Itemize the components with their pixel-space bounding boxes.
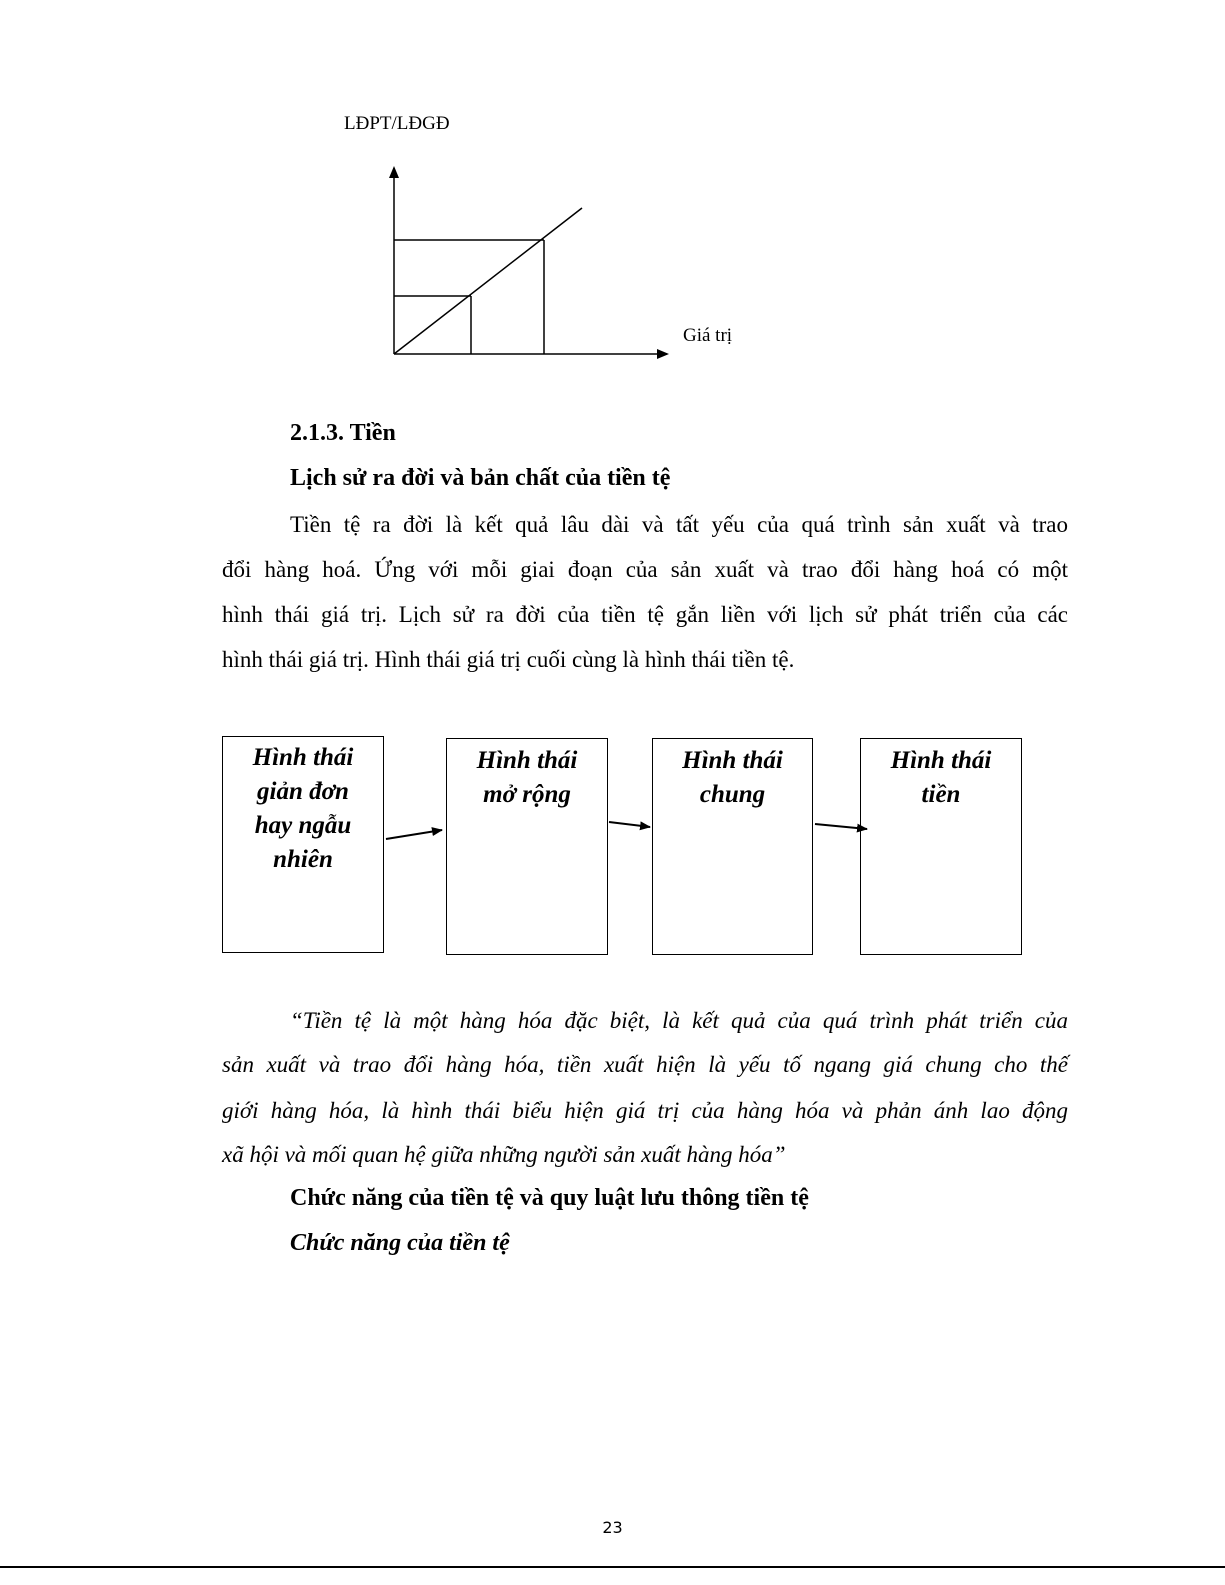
x-axis-label: Giá trị [683, 325, 733, 346]
footer-rule [0, 1566, 1225, 1568]
paragraph-line: hình thái giá trị. Hình thái giá trị cuối cùng là hình thái tiền tệ. [222, 647, 795, 672]
flow-box-text: Hình thái mở rộng [476, 747, 578, 808]
flow-box-text: Hình thái giản đơn hay ngẫu nhiên [252, 744, 354, 873]
paragraph-line: Tiền tệ ra đời là kết quả lâu dài và tất yếu của quá trình sản xuất và trao [290, 512, 1068, 537]
section-heading: 2.1.3. Tiền [290, 420, 396, 446]
quote-line: giới hàng hóa, là hình thái biểu hiện giá trị của hàng hóa và phản ánh lao động [222, 1098, 1068, 1123]
section-subheading: Lịch sử ra đời và bản chất của tiền tệ [290, 465, 671, 491]
quote-line: “Tiền tệ là một hàng hóa đặc biệt, là kết quả của quá trình phát triển của [290, 1008, 1068, 1033]
flow-box-text: Hình thái chung [682, 747, 783, 808]
quote-line: xã hội và mối quan hệ giữa những người sản xuất hàng hóa” [222, 1142, 786, 1167]
paragraph-line: đổi hàng hoá. Ứng với mỗi giai đoạn của sản xuất và trao đổi hàng hoá có một [222, 557, 1068, 582]
page-number: 23 [602, 1518, 623, 1537]
flow-arrow-3 [815, 824, 867, 829]
functions-heading: Chức năng của tiền tệ và quy luật lưu thông tiền tệ [290, 1185, 809, 1211]
y-axis-label: LĐPT/LĐGĐ [344, 113, 450, 134]
flow-arrow-2 [609, 822, 650, 827]
paragraph-line: hình thái giá trị. Lịch sử ra đời của tiền tệ gắn liền với lịch sử phát triển của các [222, 602, 1068, 627]
flow-arrow-1 [386, 830, 442, 839]
quote-line: sản xuất và trao đổi hàng hóa, tiền xuất hiện là yếu tố ngang giá chung cho thế [222, 1052, 1068, 1077]
functions-subheading: Chức năng của tiền tệ [290, 1230, 510, 1256]
flow-box-text: Hình thái tiền [890, 747, 992, 808]
